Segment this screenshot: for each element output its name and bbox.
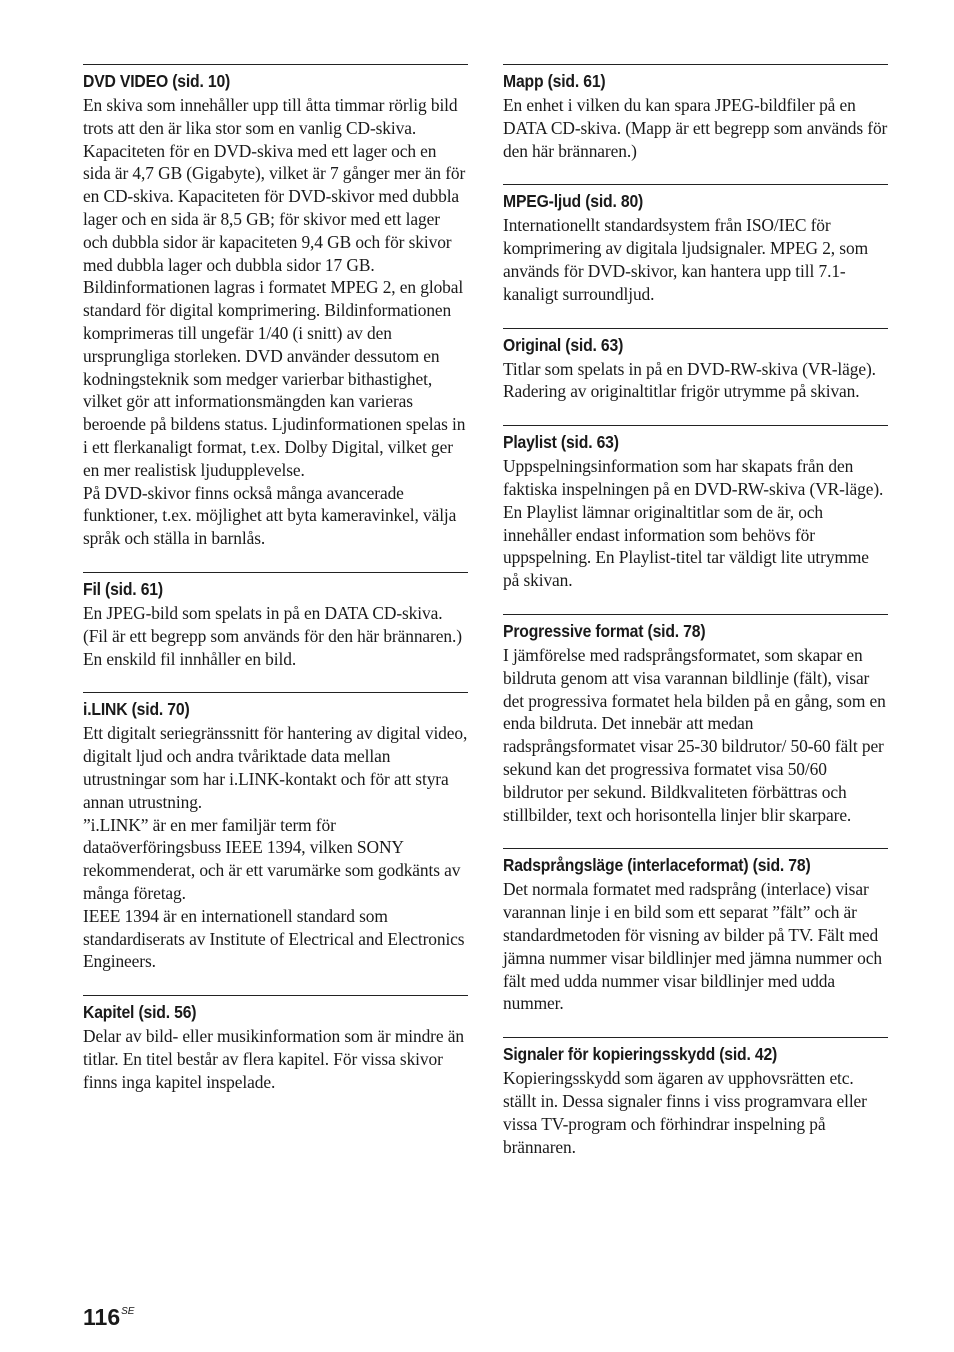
entry-paragraph: Ett digitalt seriegränssnitt för hantering av digital video, digitalt ljud och andra tvåriktade data mellan utrustningar som har i.LINK-kontakt och för att styra annan utrustning.: [83, 723, 468, 812]
glossary-entry-mapp: [503, 64, 888, 162]
language-suffix: SE: [121, 1306, 135, 1317]
entry-paragraph: Kapaciteten för en DVD-skiva med ett lager och en sida är 4,7 GB (Gigabyte), vilket är 7 gånger mer än för en CD-skiva. Kapaciteten för DVD-skivor med dubbla lager och en sida är 8,5 GB; för skivor med ett lager och dubbla sidor är kapaciteten 9,4 GB och för skivor med dubbla lager och dubbla sidor 17 GB.: [83, 140, 466, 275]
entry-paragraph: En skiva som innehåller upp till åtta timmar rörlig bild trots att den är lika stor som en vanlig CD-skiva.: [83, 95, 458, 138]
entry-heading: Signaler för kopieringsskydd (sid. 42): [503, 1044, 778, 1065]
entry-heading: Fil (sid. 61): [83, 578, 163, 599]
entry-heading: Playlist (sid. 63): [503, 432, 619, 453]
glossary-entry-fil: [83, 572, 468, 670]
glossary-entry-playlist: [503, 425, 888, 592]
glossary-entry-progressive-format: [503, 614, 888, 826]
entry-heading: Original (sid. 63): [503, 334, 624, 355]
entry-paragraph: Uppspelningsinformation som har skapats från den faktiska inspelningen på en DVD-RW-skiva (VR-läge). En Playlist lämnar originaltitlar som de är, och innehåller endast information som behövs för uppspelning. En Playlist-titel tar väldigt lite utrymme på skivan.: [503, 456, 884, 591]
entry-paragraph: Det normala formatet med radsprång (interlace) visar varannan linje i en bild som ett separat ”fält” och är standardmetoden för visning av bilder på TV. Fält med jämna nummer visar bildlinjer med jämna nummer och fält med udda nummer visar bildlinjer med udda nummer.: [503, 879, 882, 1014]
left-column: [83, 64, 468, 1115]
entry-paragraph: En enhet i vilken du kan spara JPEG-bildfiler på en DATA CD-skiva. (Mapp är ett begrepp som används för den här brännaren.): [503, 95, 888, 161]
glossary-entry-ilink: [83, 692, 468, 973]
glossary-entry-mpeg-ljud: [503, 184, 888, 305]
entry-heading: Mapp (sid. 61): [503, 71, 606, 91]
entry-paragraph: Delar av bild- eller musikinformation som är mindre än titlar. En titel består av flera kapitel. För vissa skivor finns inga kapitel inspelade.: [83, 1026, 464, 1092]
entry-paragraph: Bildinformationen lagras i formatet MPEG 2, en global standard för digital komprimering. Bildinformationen komprimeras till ungefär 1/40 (i snitt) av den ursprungliga storleken. DVD använder dessutom en kodningsteknik som medger varierbar bithastighet, vilket gör att informationsmängden kan varieras beroende på bildens status. Ljudinformationen spelas in i ett flerkanaligt format, t.ex. Dolby Digital, vilket ger en mer realistisk ljudupplevelse.: [83, 277, 466, 480]
entry-paragraph: Internationellt standardsystem från ISO/IEC för komprimering av digitala ljudsignaler. MPEG 2, som används för DVD-skivor, kan hantera upp till 7.1-kanaligt surroundljud.: [503, 215, 868, 304]
entry-paragraph: Kopieringsskydd som ägaren av upphovsrätten etc. ställt in. Dessa signaler finns i viss programvara eller vissa TV-program och förhindrar inspelning på brännaren.: [503, 1068, 867, 1157]
entry-heading: Progressive format (sid. 78): [503, 620, 706, 641]
entry-paragraph: På DVD-skivor finns också många avancerade funktioner, t.ex. möjlighet att byta kameravinkel, välja språk och ställa in barnlås.: [83, 482, 457, 549]
entry-paragraph: I jämförelse med radsprångsformatet, som skapar en bildruta genom att visa varannan bildlinje (fält), visar det progressiva formatet hela bilden på en gång, som en enda bildruta. Det innebär att medan radsprångsformatet visar 25-30 bildrutor/ 50-60 fält per sekund kan det progressiva formatet visa 50/60 bildrutor per sekund. Bildkvaliteten förbättras och stillbilder, text och horisontella linjer blir skarpare.: [503, 644, 886, 825]
right-column: [503, 64, 888, 1180]
entry-paragraph: ”i.LINK” är en mer familjär term för dataöverföringsbuss IEEE 1394, vilken SONY rekommenderat, och är ett varumärke som godkänts av många företag.: [83, 814, 461, 903]
entry-heading: i.LINK (sid. 70): [83, 699, 190, 720]
entry-heading: MPEG-ljud (sid. 80): [503, 191, 644, 212]
entry-heading: DVD VIDEO (sid. 10): [83, 71, 231, 91]
entry-paragraph: Titlar som spelats in på en DVD-RW-skiva (VR-läge). Radering av originaltitlar frigör utrymme på skivan.: [503, 358, 876, 402]
page-number: 116: [83, 1304, 121, 1330]
glossary-entry-signaler-kopieringsskydd: [503, 1037, 888, 1158]
entry-heading: Kapitel (sid. 56): [83, 1002, 197, 1023]
glossary-entry-radsprangslage: [503, 848, 888, 1015]
glossary-entry-dvd-video: [83, 64, 468, 550]
page-footer: [83, 1298, 134, 1331]
entry-heading: Radsprångsläge (interlaceformat) (sid. 78): [503, 855, 811, 876]
entry-paragraph: IEEE 1394 är en internationell standard som standardiserats av Institute of Electrical and Electronics Engineers.: [83, 905, 465, 972]
entry-paragraph: En JPEG-bild som spelats in på en DATA CD-skiva. (Fil är ett begrepp som används för den här brännaren.) En enskild fil innhåller en bild.: [83, 602, 462, 669]
glossary-entry-original: [503, 328, 888, 404]
glossary-entry-kapitel: [83, 995, 468, 1093]
